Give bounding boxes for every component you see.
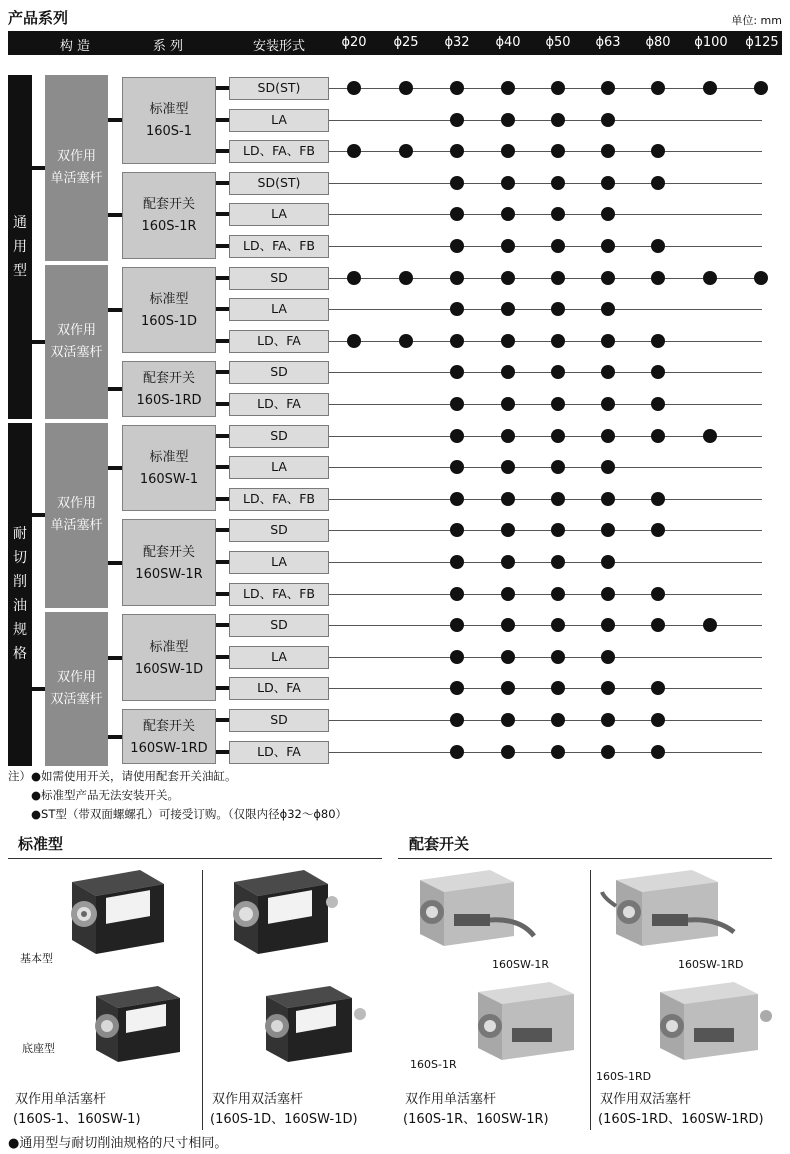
cylinder-photo-basic-double — [222, 862, 342, 962]
size-dot-50 — [551, 618, 565, 632]
size-dot-63 — [601, 334, 615, 348]
mount-cell — [229, 140, 329, 163]
size-dot-63 — [601, 271, 615, 285]
caption-switch-single-title: 双作用单活塞杆 — [405, 1092, 497, 1107]
size-dot-40 — [501, 239, 515, 253]
group-box — [8, 75, 32, 419]
size-dot-32 — [450, 492, 464, 506]
series-mount-connector — [216, 86, 229, 90]
mount-label: SD — [270, 522, 288, 538]
mount-label: SD — [270, 617, 288, 633]
size-dot-32 — [450, 334, 464, 348]
mount-label: LD、FA、FB — [243, 143, 315, 159]
series-mount-connector — [216, 244, 229, 248]
row-line — [329, 246, 762, 247]
size-dot-40 — [501, 618, 515, 632]
series-box — [122, 709, 216, 764]
size-dot-63 — [601, 713, 615, 727]
group-label: 通 用 型 — [13, 214, 27, 279]
size-dot-63 — [601, 302, 615, 316]
group-structure-connector — [32, 513, 45, 517]
mount-cell — [229, 425, 329, 448]
size-dot-32 — [450, 460, 464, 474]
mount-label: SD — [270, 269, 288, 285]
row-line — [329, 530, 762, 531]
size-dot-40 — [501, 271, 515, 285]
structure-series-connector — [108, 466, 122, 470]
size-dot-63 — [601, 397, 615, 411]
size-dot-63 — [601, 113, 615, 127]
mount-cell — [229, 393, 329, 416]
size-dot-32 — [450, 144, 464, 158]
series-label: 标准型 160S-1 — [145, 102, 193, 140]
mount-cell — [229, 330, 329, 353]
series-label: 配套开关 160S-1RD — [136, 370, 202, 408]
series-mount-connector — [216, 528, 229, 532]
size-dot-80 — [651, 618, 665, 632]
mount-label: SD — [270, 364, 288, 380]
size-dot-50 — [551, 302, 565, 316]
footer-note: ●通用型与耐切削油规格的尺寸相同。 — [8, 1136, 228, 1151]
mount-cell — [229, 267, 329, 290]
series-mount-connector — [216, 465, 229, 469]
size-dot-63 — [601, 618, 615, 632]
size-dot-40 — [501, 650, 515, 664]
size-dot-40 — [501, 176, 515, 190]
structure-box — [45, 265, 108, 419]
page-title: 产品系列 — [8, 9, 69, 27]
size-dot-40 — [501, 555, 515, 569]
row-line — [329, 625, 762, 626]
mount-label: LA — [271, 111, 287, 127]
series-mount-connector — [216, 118, 229, 122]
size-dot-50 — [551, 460, 565, 474]
structure-series-connector — [108, 656, 122, 660]
size-dot-100 — [703, 618, 717, 632]
series-box — [122, 614, 216, 701]
header-series: 系 列 — [152, 39, 184, 54]
size-dot-80 — [651, 397, 665, 411]
size-dot-25 — [399, 271, 413, 285]
size-dot-50 — [551, 681, 565, 695]
size-dot-50 — [551, 555, 565, 569]
series-box — [122, 425, 216, 512]
cylinder-photo-foot-double — [256, 978, 376, 1070]
series-mount-connector — [216, 212, 229, 216]
header-d25: ϕ25 — [393, 35, 419, 50]
mount-cell — [229, 456, 329, 479]
mount-label: LA — [271, 554, 287, 569]
mount-cell — [229, 109, 329, 132]
structure-label: 双作用 双活塞杆 — [50, 322, 103, 360]
size-dot-80 — [651, 745, 665, 759]
mount-cell — [229, 361, 329, 384]
size-dot-50 — [551, 397, 565, 411]
size-dot-32 — [450, 81, 464, 95]
group-structure-connector — [32, 687, 45, 691]
caption-standard-double-title: 双作用双活塞杆 — [212, 1092, 304, 1107]
row-line — [329, 436, 762, 437]
size-dot-63 — [601, 239, 615, 253]
mount-label: LD、FA、FB — [243, 585, 315, 601]
mount-label: LD、FA — [257, 743, 301, 759]
caption-standard-double-models: (160S-1D、160SW-1D) — [210, 1112, 358, 1127]
header-d125: ϕ125 — [745, 35, 779, 50]
row-line — [329, 341, 762, 342]
row-line — [329, 214, 762, 215]
structure-box — [45, 423, 108, 609]
size-dot-50 — [551, 492, 565, 506]
size-dot-50 — [551, 429, 565, 443]
size-dot-100 — [703, 81, 717, 95]
size-dot-63 — [601, 523, 615, 537]
size-dot-80 — [651, 681, 665, 695]
series-mount-connector — [216, 592, 229, 596]
row-line — [329, 404, 762, 405]
mount-cell — [229, 551, 329, 574]
mount-label: LA — [271, 648, 287, 664]
cylinder-photo-160sw-1rd — [600, 866, 750, 961]
series-box — [122, 361, 216, 416]
note-1: 注）●如需使用开关，请使用配套开关油缸。 — [8, 769, 237, 783]
caption-standard-single-title: 双作用单活塞杆 — [15, 1092, 107, 1107]
series-mount-connector — [216, 750, 229, 754]
size-dot-50 — [551, 523, 565, 537]
mount-cell — [229, 298, 329, 321]
size-dot-40 — [501, 144, 515, 158]
mount-cell — [229, 741, 329, 764]
mount-cell — [229, 614, 329, 637]
size-dot-32 — [450, 113, 464, 127]
size-dot-20 — [347, 144, 361, 158]
size-dot-63 — [601, 176, 615, 190]
series-mount-connector — [216, 307, 229, 311]
row-line — [329, 309, 762, 310]
mount-label: LD、FA、FB — [243, 490, 315, 506]
size-dot-63 — [601, 429, 615, 443]
cylinder-photo-160sw-1r — [410, 866, 550, 961]
size-dot-40 — [501, 713, 515, 727]
size-dot-50 — [551, 113, 565, 127]
mount-label: LA — [271, 206, 287, 222]
standard-section-rule — [8, 858, 382, 859]
size-dot-40 — [501, 302, 515, 316]
mount-label: LD、FA — [257, 396, 301, 411]
size-dot-80 — [651, 365, 665, 379]
size-dot-63 — [601, 555, 615, 569]
caption-switch-single-models: (160S-1R、160SW-1R) — [403, 1112, 549, 1127]
size-dot-50 — [551, 587, 565, 601]
row-line — [329, 151, 762, 152]
label-basic-type: 基本型 — [20, 952, 53, 965]
series-mount-connector — [216, 655, 229, 659]
structure-series-connector — [108, 735, 122, 739]
size-dot-80 — [651, 144, 665, 158]
size-dot-50 — [551, 176, 565, 190]
switch-section-rule — [398, 858, 772, 859]
size-dot-20 — [347, 81, 361, 95]
size-dot-32 — [450, 713, 464, 727]
unit-label: 单位: mm — [731, 14, 782, 27]
series-mount-connector — [216, 370, 229, 374]
note-3: ●ST型（带双面螺螺孔）可接受订购。（仅限内径ϕ32～ϕ80） — [31, 807, 348, 821]
label-160s-1rd: 160S-1RD — [596, 1070, 652, 1083]
header-d40: ϕ40 — [495, 35, 521, 50]
mount-label: SD(ST) — [257, 174, 301, 190]
mount-label: LD、FA — [257, 680, 301, 696]
size-dot-63 — [601, 587, 615, 601]
photo-separator-right — [590, 870, 591, 1130]
group-label: 耐 切 削 油 规 格 — [13, 526, 27, 663]
size-dot-100 — [703, 271, 717, 285]
size-dot-32 — [450, 176, 464, 190]
size-dot-125 — [754, 271, 768, 285]
size-dot-40 — [501, 460, 515, 474]
size-dot-40 — [501, 207, 515, 221]
mount-label: LA — [271, 459, 287, 475]
header-d20: ϕ20 — [341, 35, 367, 50]
size-dot-20 — [347, 334, 361, 348]
size-dot-50 — [551, 207, 565, 221]
size-dot-32 — [450, 555, 464, 569]
label-160s-1r: 160S-1R — [410, 1058, 457, 1071]
size-dot-63 — [601, 81, 615, 95]
row-line — [329, 467, 762, 468]
series-box — [122, 172, 216, 259]
label-foot-type: 底座型 — [22, 1042, 55, 1055]
mount-cell — [229, 677, 329, 700]
structure-series-connector — [108, 213, 122, 217]
size-dot-32 — [450, 681, 464, 695]
header-d63: ϕ63 — [595, 35, 621, 50]
size-dot-80 — [651, 81, 665, 95]
size-dot-32 — [450, 745, 464, 759]
series-mount-connector — [216, 402, 229, 406]
size-dot-50 — [551, 713, 565, 727]
size-dot-32 — [450, 397, 464, 411]
structure-box — [45, 612, 108, 766]
group-structure-connector — [32, 340, 45, 344]
mount-cell — [229, 519, 329, 542]
mount-label: SD(ST) — [257, 80, 301, 95]
size-dot-32 — [450, 650, 464, 664]
structure-box — [45, 75, 108, 261]
series-mount-connector — [216, 181, 229, 185]
mount-cell — [229, 583, 329, 606]
size-dot-32 — [450, 365, 464, 379]
size-dot-32 — [450, 523, 464, 537]
size-dot-40 — [501, 113, 515, 127]
mount-cell — [229, 203, 329, 226]
cylinder-photo-160s-1r — [468, 976, 588, 1072]
group-box — [8, 423, 32, 767]
size-dot-32 — [450, 587, 464, 601]
size-dot-80 — [651, 523, 665, 537]
series-label: 配套开关 160S-1R — [141, 197, 197, 235]
series-mount-connector — [216, 497, 229, 501]
size-dot-63 — [601, 460, 615, 474]
row-line — [329, 752, 762, 753]
series-label: 配套开关 160SW-1R — [135, 544, 203, 582]
size-dot-50 — [551, 365, 565, 379]
size-dot-50 — [551, 239, 565, 253]
size-dot-50 — [551, 334, 565, 348]
size-dot-63 — [601, 650, 615, 664]
size-dot-63 — [601, 492, 615, 506]
size-dot-40 — [501, 397, 515, 411]
series-label: 标准型 160SW-1 — [139, 449, 199, 487]
size-dot-100 — [703, 429, 717, 443]
caption-switch-double-title: 双作用双活塞杆 — [600, 1092, 692, 1107]
size-dot-25 — [399, 144, 413, 158]
size-dot-50 — [551, 271, 565, 285]
cylinder-photo-160s-1rd — [650, 976, 780, 1072]
row-line — [329, 720, 762, 721]
cylinder-photo-foot-single — [86, 978, 186, 1070]
label-160sw-1r: 160SW-1R — [492, 958, 550, 971]
size-dot-25 — [399, 334, 413, 348]
size-dot-40 — [501, 745, 515, 759]
series-box — [122, 77, 216, 164]
header-structure: 构 造 — [59, 39, 91, 54]
mount-label: LA — [271, 301, 287, 317]
structure-label: 双作用 单活塞杆 — [50, 148, 103, 186]
header-d100: ϕ100 — [694, 35, 728, 50]
mount-cell — [229, 235, 329, 258]
header-mount: 安装形式 — [252, 39, 306, 54]
structure-series-connector — [108, 387, 122, 391]
mount-cell — [229, 488, 329, 511]
switch-section-title: 配套开关 — [409, 835, 470, 853]
size-dot-80 — [651, 429, 665, 443]
mount-cell — [229, 77, 329, 100]
size-dot-25 — [399, 81, 413, 95]
row-line — [329, 88, 762, 89]
size-dot-32 — [450, 618, 464, 632]
cylinder-photo-basic-single — [60, 862, 170, 962]
size-dot-40 — [501, 681, 515, 695]
size-dot-32 — [450, 302, 464, 316]
size-dot-63 — [601, 144, 615, 158]
structure-series-connector — [108, 118, 122, 122]
mount-cell — [229, 709, 329, 732]
row-line — [329, 657, 762, 658]
size-dot-32 — [450, 429, 464, 443]
size-dot-50 — [551, 144, 565, 158]
series-mount-connector — [216, 434, 229, 438]
series-mount-connector — [216, 623, 229, 627]
row-line — [329, 562, 762, 563]
structure-series-connector — [108, 308, 122, 312]
size-dot-63 — [601, 207, 615, 221]
mount-label: LD、FA — [257, 332, 301, 348]
size-dot-80 — [651, 239, 665, 253]
mount-label: SD — [270, 712, 288, 727]
size-dot-40 — [501, 334, 515, 348]
mount-label: LD、FA、FB — [243, 238, 315, 253]
series-mount-connector — [216, 560, 229, 564]
standard-section-title: 标准型 — [18, 835, 64, 853]
size-dot-50 — [551, 650, 565, 664]
size-dot-40 — [501, 492, 515, 506]
size-dot-80 — [651, 713, 665, 727]
series-label: 标准型 160SW-1D — [134, 639, 204, 677]
size-dot-40 — [501, 81, 515, 95]
structure-label: 双作用 单活塞杆 — [50, 496, 103, 534]
mount-cell — [229, 172, 329, 195]
caption-standard-single-models: (160S-1、160SW-1) — [13, 1112, 141, 1127]
size-dot-80 — [651, 334, 665, 348]
mount-cell — [229, 646, 329, 669]
size-dot-32 — [450, 207, 464, 221]
series-mount-connector — [216, 718, 229, 722]
size-dot-32 — [450, 239, 464, 253]
group-structure-connector — [32, 166, 45, 170]
row-line — [329, 120, 762, 121]
header-d80: ϕ80 — [645, 35, 671, 50]
series-label: 标准型 160S-1D — [140, 291, 198, 329]
structure-series-connector — [108, 561, 122, 565]
header-d50: ϕ50 — [545, 35, 571, 50]
row-line — [329, 688, 762, 689]
series-box — [122, 267, 216, 354]
note-2: ●标准型产品无法安装开关。 — [31, 788, 180, 802]
series-mount-connector — [216, 149, 229, 153]
size-dot-63 — [601, 365, 615, 379]
series-mount-connector — [216, 276, 229, 280]
size-dot-40 — [501, 523, 515, 537]
caption-switch-double-models: (160S-1RD、160SW-1RD) — [598, 1112, 764, 1127]
size-dot-32 — [450, 271, 464, 285]
row-line — [329, 499, 762, 500]
header-d32: ϕ32 — [444, 35, 470, 50]
size-dot-40 — [501, 429, 515, 443]
row-line — [329, 372, 762, 373]
size-dot-50 — [551, 745, 565, 759]
size-dot-40 — [501, 365, 515, 379]
series-box — [122, 519, 216, 606]
row-line — [329, 594, 762, 595]
size-dot-80 — [651, 587, 665, 601]
size-dot-80 — [651, 492, 665, 506]
size-dot-40 — [501, 587, 515, 601]
structure-label: 双作用 双活塞杆 — [50, 670, 103, 708]
size-dot-63 — [601, 681, 615, 695]
mount-label: SD — [270, 427, 288, 443]
series-mount-connector — [216, 686, 229, 690]
row-line — [329, 278, 762, 279]
size-dot-125 — [754, 81, 768, 95]
size-dot-20 — [347, 271, 361, 285]
series-mount-connector — [216, 339, 229, 343]
size-dot-80 — [651, 271, 665, 285]
size-dot-80 — [651, 176, 665, 190]
size-dot-63 — [601, 745, 615, 759]
series-label: 配套开关 160SW-1RD — [130, 718, 208, 756]
photo-separator-left — [202, 870, 203, 1130]
label-160sw-1rd: 160SW-1RD — [678, 958, 744, 971]
row-line — [329, 183, 762, 184]
size-dot-50 — [551, 81, 565, 95]
